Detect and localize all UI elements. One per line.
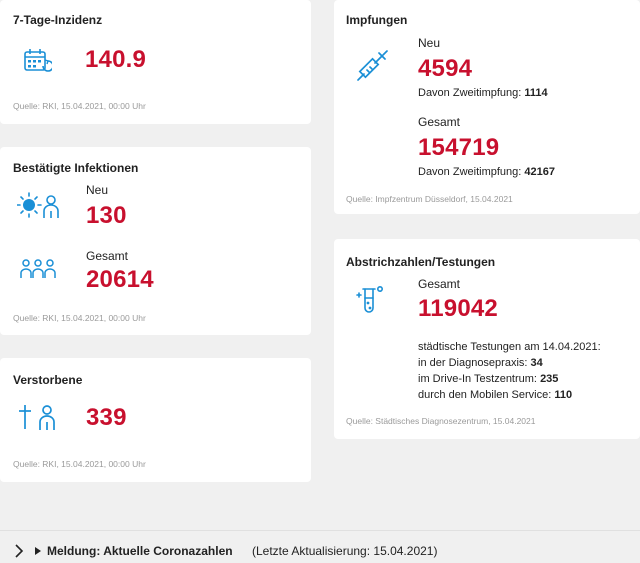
- deaths-title: Verstorbene: [13, 373, 83, 387]
- deaths-card: [0, 358, 311, 482]
- infections-title: Bestätigte Infektionen: [13, 161, 139, 175]
- infections-total-value: 20614: [86, 266, 154, 293]
- tests-source: Quelle: Städtisches Diagnosezentrum, 15.04.2021: [346, 416, 536, 426]
- triangle-right-icon: [34, 546, 42, 556]
- infections-new-value: 130: [86, 202, 127, 229]
- tests-line2-value: 34: [530, 357, 543, 369]
- tests-title: Abstrichzahlen/Testungen: [346, 255, 496, 269]
- vaccinations-new-second-value: 1114: [524, 87, 548, 99]
- calendar-icon: [22, 46, 52, 76]
- report-title[interactable]: Meldung: Aktuelle Coronazahlen: [47, 544, 233, 558]
- tests-total-value: 119042: [418, 295, 498, 322]
- cross-person-icon: [17, 402, 61, 432]
- tests-line3-value: 235: [540, 373, 559, 385]
- tests-line2-label: in der Diagnosepraxis:: [418, 357, 528, 369]
- incidence-value: 140.9: [85, 46, 147, 73]
- report-update-date: (Letzte Aktualisierung: 15.04.2021): [252, 544, 438, 558]
- vaccinations-total-second-label: Davon Zweitimpfung:: [418, 166, 522, 178]
- tests-line2: [418, 357, 543, 369]
- tests-line3: [418, 373, 558, 385]
- tests-total-label: Gesamt: [418, 277, 461, 291]
- vaccinations-title: Impfungen: [346, 13, 408, 27]
- test-tube-icon: [354, 283, 388, 317]
- syringe-icon: [356, 48, 390, 82]
- tests-line4: [418, 389, 572, 401]
- vaccinations-total-second: [418, 166, 555, 178]
- tests-line3-label: im Drive-In Testzentrum:: [418, 373, 537, 385]
- vaccinations-new-label: Neu: [418, 36, 441, 50]
- vaccinations-total-value: 154719: [418, 134, 500, 161]
- vaccinations-card: [334, 0, 640, 214]
- vaccinations-new-value: 4594: [418, 55, 473, 82]
- report-accordion-bar[interactable]: [0, 530, 640, 563]
- tests-line4-label: durch den Mobilen Service:: [418, 389, 552, 401]
- vaccinations-new-second-label: Davon Zweitimpfung:: [418, 87, 522, 99]
- vaccinations-source: Quelle: Impfzentrum Düsseldorf, 15.04.2021: [346, 194, 513, 204]
- incidence-source: Quelle: RKI, 15.04.2021, 00:00 Uhr: [13, 101, 146, 111]
- group-icon: [20, 258, 56, 282]
- virus-person-icon: [17, 190, 61, 220]
- tests-line1: städtische Testungen am 14.04.2021:: [418, 341, 601, 353]
- incidence-card: [0, 0, 311, 124]
- incidence-title: 7-Tage-Inzidenz: [13, 13, 103, 27]
- chevron-right-icon[interactable]: [14, 544, 24, 558]
- vaccinations-total-second-value: 42167: [524, 166, 555, 178]
- infections-source: Quelle: RKI, 15.04.2021, 00:00 Uhr: [13, 313, 146, 323]
- vaccinations-new-second: [418, 87, 548, 99]
- deaths-source: Quelle: RKI, 15.04.2021, 00:00 Uhr: [13, 459, 146, 469]
- infections-total-label: Gesamt: [86, 249, 129, 263]
- infections-new-label: Neu: [86, 183, 109, 197]
- tests-line4-value: 110: [554, 389, 573, 401]
- tests-card: [334, 239, 640, 439]
- vaccinations-total-label: Gesamt: [418, 115, 461, 129]
- deaths-value: 339: [86, 404, 127, 431]
- infections-card: [0, 147, 311, 335]
